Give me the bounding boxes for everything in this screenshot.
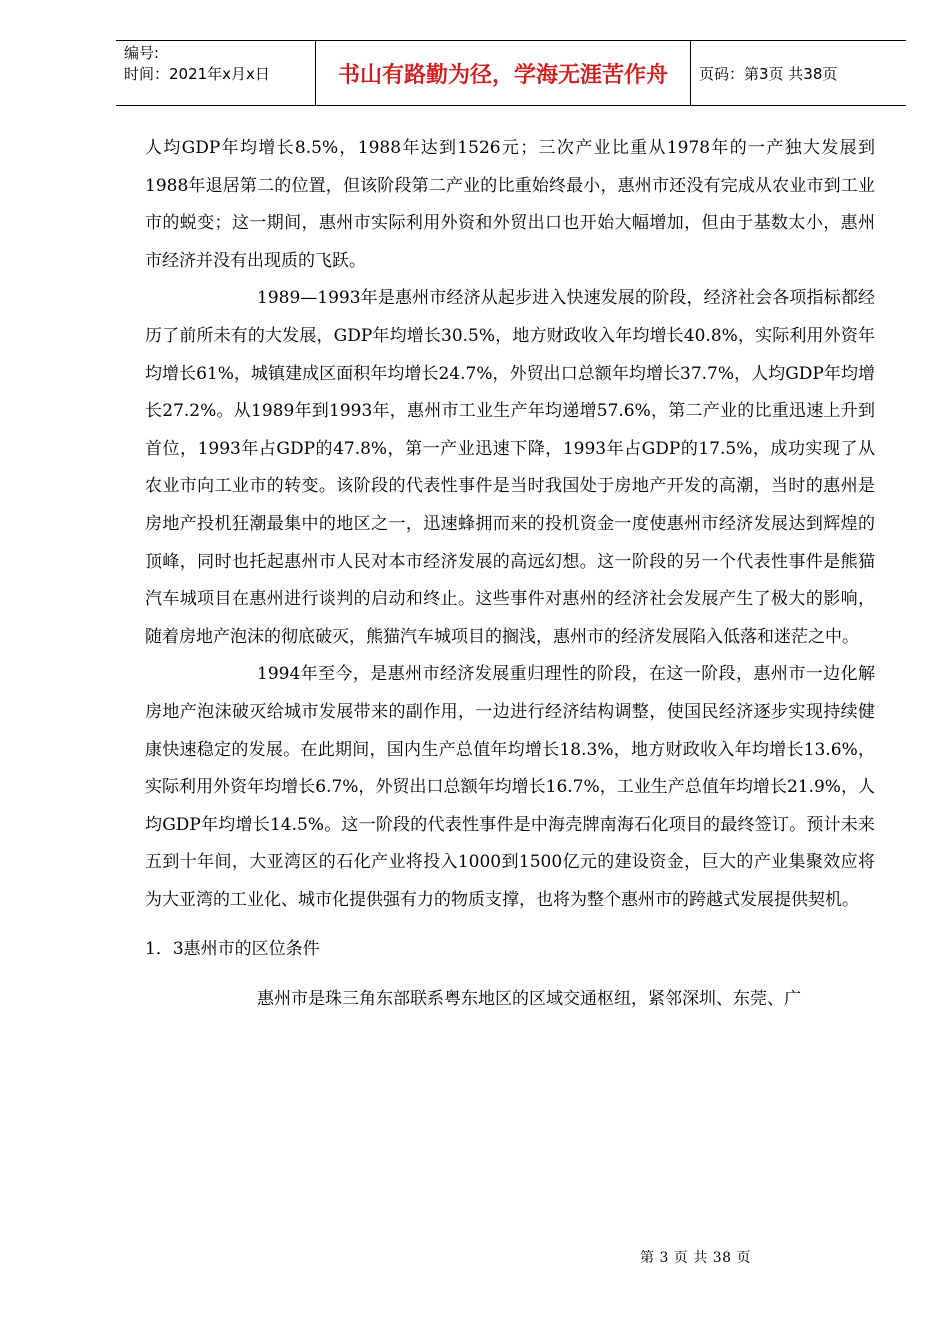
page-header bbox=[116, 40, 906, 106]
header-page-info: 页码：第3页 共38页 bbox=[699, 64, 838, 83]
doc-number-label: 编号: bbox=[124, 44, 160, 62]
paragraph-3: 1994年至今，是惠州市经济发展重归理性的阶段，在这一阶段，惠州市一边化解房地产泡沫破灭给城市发展带来的副作用，一边进行经济结构调整，使国民经济逐步实现持续健康快速稳定的发展。在此期间，国内生产总值年均增长18.3%，地方财政收入年均增长13.6%，实际利用外资年均增长6.7%，外贸出口总额年均增长16.7%，工业生产总值年均增长21.9%，人均GDP年均增长14.5%。这一阶段的代表性事件是中海壳牌南海石化项目的最终签订。预计未来五到十年间，大亚湾区的石化产业将投入1000到1500亿元的建设资金，巨大的产业集聚效应将为大亚湾的工业化、城市化提供强有力的物质支撑，也将为整个惠州市的跨越式发展提供契机。 bbox=[145, 664, 875, 910]
paragraph-2: 1989—1993年是惠州市经济从起步进入快速发展的阶段，经济社会各项指标都经历了前所未有的大发展，GDP年均增长30.5%，地方财政收入年均增长40.8%，实际利用外资年均增长61%，城镇建成区面积年均增长24.7%，外贸出口总额年均增长37.7%，人均GDP年均增长27.2%。从1989年到1993年，惠州市工业生产年均递增57.6%，第二产业的比重迅速上升到首位，1993年占GDP的47.8%，第一产业迅速下降，1993年占GDP的17.5%，成功实现了从农业市向工业市的转变。该阶段的代表性事件是当时我国处于房地产开发的高潮，当时的惠州是房地产投机狂潮最集中的地区之一，迅速蜂拥而来的投机资金一度使惠州市经济发展达到辉煌的顶峰，同时也托起惠州市人民对本市经济发展的高远幻想。这一阶段的另一个代表性事件是熊猫汽车城项目在惠州进行谈判的启动和终止。这些事件对惠州的经济社会发展产生了极大的影响，随着房地产泡沫的彻底破灭，熊猫汽车城项目的搁浅，惠州市的经济发展陷入低落和迷茫之中。 bbox=[145, 288, 875, 647]
paragraph-1: 人均GDP年均增长8.5%，1988年达到1526元；三次产业比重从1978年的一产独大发展到1988年退居第二的位置，但该阶段第二产业的比重始终最小，惠州市还没有完成从农业市到工业市的蜕变；这一期间，惠州市实际利用外资和外贸出口也开始大幅增加，但由于基数太小，惠州市经济并没有出现质的飞跃。 bbox=[145, 138, 875, 271]
paragraph-4: 惠州市是珠三角东部联系粤东地区的区域交通枢纽，紧邻深圳、东莞、广 bbox=[257, 989, 801, 1010]
header-motto: 书山有路勤为径，学海无涯苦作舟 bbox=[316, 41, 691, 105]
document-body bbox=[145, 130, 875, 1019]
page-footer: 第 3 页 共 38 页 bbox=[640, 1250, 751, 1266]
header-meta bbox=[116, 41, 316, 105]
doc-time-label: 时间：2021年x月x日 bbox=[124, 65, 270, 83]
section-heading: 1．3惠州市的区位条件 bbox=[145, 939, 320, 960]
